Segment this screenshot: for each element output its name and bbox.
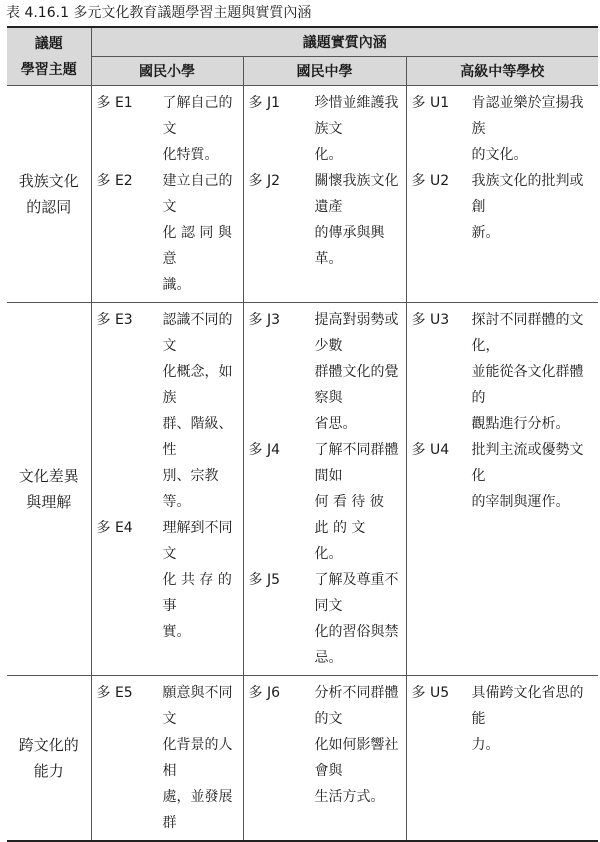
cell-j <box>243 676 406 842</box>
header-theme-line1: 議題 <box>34 35 63 52</box>
table-row <box>7 303 598 676</box>
indicator-text-line: 省思。 <box>314 416 357 432</box>
indicator-text <box>163 90 238 168</box>
indicator-item <box>97 515 238 645</box>
indicator-text <box>315 680 401 810</box>
indicator-text-line: 的文化。 <box>471 147 528 163</box>
indicator-text-line: 具備跨文化省思的能 <box>471 685 584 727</box>
indicator-code: 多 U4 <box>411 442 450 458</box>
table-row <box>7 676 598 842</box>
table-body <box>7 86 598 842</box>
indicator-item <box>249 168 401 272</box>
cell-e <box>91 676 243 842</box>
indicator-text <box>472 307 594 437</box>
table-row <box>7 86 598 303</box>
indicator-text-line: 的宰制與運作。 <box>471 494 570 510</box>
indicator-text-line: 探討不同群體的文化， <box>471 312 584 354</box>
indicator-text-line: 化的習俗與禁忌。 <box>314 624 399 666</box>
row-theme-line: 跨文化的 <box>18 736 79 754</box>
indicator-text-line: 肯認並樂於宣揚我族 <box>471 95 584 137</box>
indicator-item <box>412 90 594 168</box>
header-theme-line2: 學習主題 <box>20 61 77 78</box>
indicator-text-line: 化。 <box>314 147 343 163</box>
indicator-text <box>163 515 238 645</box>
indicator-text <box>315 90 401 168</box>
row-theme <box>7 303 91 676</box>
header-junior: 國民中學 <box>243 57 406 86</box>
indicator-text-line: 實。 <box>162 624 191 640</box>
indicator-item <box>412 307 594 437</box>
indicator-text <box>472 437 594 515</box>
indicator-code: 多 E2 <box>96 173 133 189</box>
indicator-code: 多 U1 <box>411 95 450 111</box>
indicator-item <box>412 680 594 758</box>
indicator-code: 多 E3 <box>96 312 133 328</box>
indicator-text-line: 了解不同群體間如 <box>314 442 399 484</box>
cell-u <box>406 676 598 842</box>
indicator-text <box>163 168 238 298</box>
indicator-code: 多 J4 <box>248 442 280 458</box>
indicator-item <box>97 307 238 515</box>
indicator-code: 多 J1 <box>248 95 280 111</box>
indicator-text <box>315 567 401 671</box>
row-theme-line: 能力 <box>33 762 64 780</box>
header-theme <box>7 27 91 86</box>
indicator-text-line: 分析不同群體的文 <box>314 685 399 727</box>
indicator-item <box>97 680 238 836</box>
indicator-code: 多 J5 <box>248 572 280 588</box>
indicator-item <box>97 90 238 168</box>
indicator-text <box>472 168 594 246</box>
indicator-text-line: 化背景的人相 <box>162 737 233 779</box>
row-theme-line: 與理解 <box>26 493 72 511</box>
indicator-text <box>315 168 401 272</box>
topics-table <box>7 26 598 842</box>
indicator-code: 多 E1 <box>96 95 133 111</box>
indicator-text-line: 化。 <box>314 546 343 562</box>
indicator-text-line: 批判主流或優勢文化 <box>471 442 584 484</box>
indicator-item <box>97 168 238 298</box>
indicator-text-line: 提高對弱勢或少數 <box>314 312 399 354</box>
header-content: 議題實質內涵 <box>91 27 598 57</box>
indicator-text-line: 化如何影響社會與 <box>314 737 399 779</box>
row-theme <box>7 676 91 842</box>
row-theme-line: 文化差異 <box>18 467 79 485</box>
indicator-code: 多 J3 <box>248 312 280 328</box>
row-theme-line: 我族文化 <box>18 172 79 190</box>
indicator-item <box>412 168 594 246</box>
indicator-text-line: 化概念，如族 <box>162 364 233 406</box>
row-theme <box>7 86 91 303</box>
indicator-text-line: 觀點進行分析。 <box>471 416 570 432</box>
indicator-text-line: 別、宗教等。 <box>162 468 219 510</box>
cell-u <box>406 303 598 676</box>
indicator-code: 多 E5 <box>96 685 133 701</box>
indicator-text-line: 生活方式。 <box>314 789 385 805</box>
indicator-text-line: 化 認 同 與 意 <box>162 225 232 267</box>
indicator-text-line: 處，並發展群 <box>162 789 233 831</box>
indicator-text-line: 群體文化的覺察與 <box>314 364 399 406</box>
indicator-text <box>315 307 401 437</box>
indicator-text-line: 並能從各文化群體的 <box>471 364 584 406</box>
indicator-text-line: 了解及尊重不同文 <box>314 572 399 614</box>
indicator-text-line: 關懷我族文化遺產 <box>314 173 399 215</box>
row-theme-line: 的認同 <box>26 198 72 216</box>
indicator-text <box>472 680 594 758</box>
cell-j <box>243 303 406 676</box>
indicator-text-line: 群、階級、性 <box>162 416 233 458</box>
indicator-text <box>472 90 594 168</box>
indicator-item <box>249 90 401 168</box>
indicator-text-line: 化特質。 <box>162 147 219 163</box>
indicator-code: 多 U2 <box>411 173 450 189</box>
indicator-item <box>412 437 594 515</box>
header-elementary: 國民小學 <box>91 57 243 86</box>
indicator-code: 多 E4 <box>96 520 133 536</box>
indicator-text-line: 願意與不同文 <box>162 685 233 727</box>
cell-u <box>406 86 598 303</box>
indicator-text-line: 化 共 存 的 事 <box>162 572 232 614</box>
indicator-code: 多 J2 <box>248 173 280 189</box>
indicator-item <box>249 307 401 437</box>
cell-e <box>91 86 243 303</box>
header-senior: 高級中等學校 <box>406 57 598 86</box>
indicator-code: 多 J6 <box>248 685 280 701</box>
indicator-text-line: 珍惜並維護我族文 <box>314 95 399 137</box>
indicator-text <box>163 307 238 515</box>
indicator-text-line: 何 看 待 彼 此 的 文 <box>314 494 384 536</box>
indicator-text-line: 的傳承與興革。 <box>314 225 385 267</box>
indicator-text-line: 建立自己的文 <box>162 173 233 215</box>
indicator-text-line: 我族文化的批判或創 <box>471 173 584 215</box>
indicator-text-line: 理解到不同文 <box>162 520 233 562</box>
cell-j <box>243 86 406 303</box>
indicator-text <box>163 680 238 836</box>
indicator-text-line: 了解自己的文 <box>162 95 233 137</box>
indicator-code: 多 U3 <box>411 312 450 328</box>
indicator-text-line: 力。 <box>471 737 500 753</box>
indicator-text <box>315 437 401 567</box>
indicator-item <box>249 680 401 810</box>
indicator-text-line: 新。 <box>471 225 500 241</box>
indicator-item <box>249 567 401 671</box>
indicator-text-line: 認識不同的文 <box>162 312 233 354</box>
indicator-text-line: 識。 <box>162 277 191 293</box>
indicator-code: 多 U5 <box>411 685 450 701</box>
cell-e <box>91 303 243 676</box>
indicator-item <box>249 437 401 567</box>
table-caption: 表 4.16.1 多元文化教育議題學習主題與實質內涵 <box>6 5 312 21</box>
